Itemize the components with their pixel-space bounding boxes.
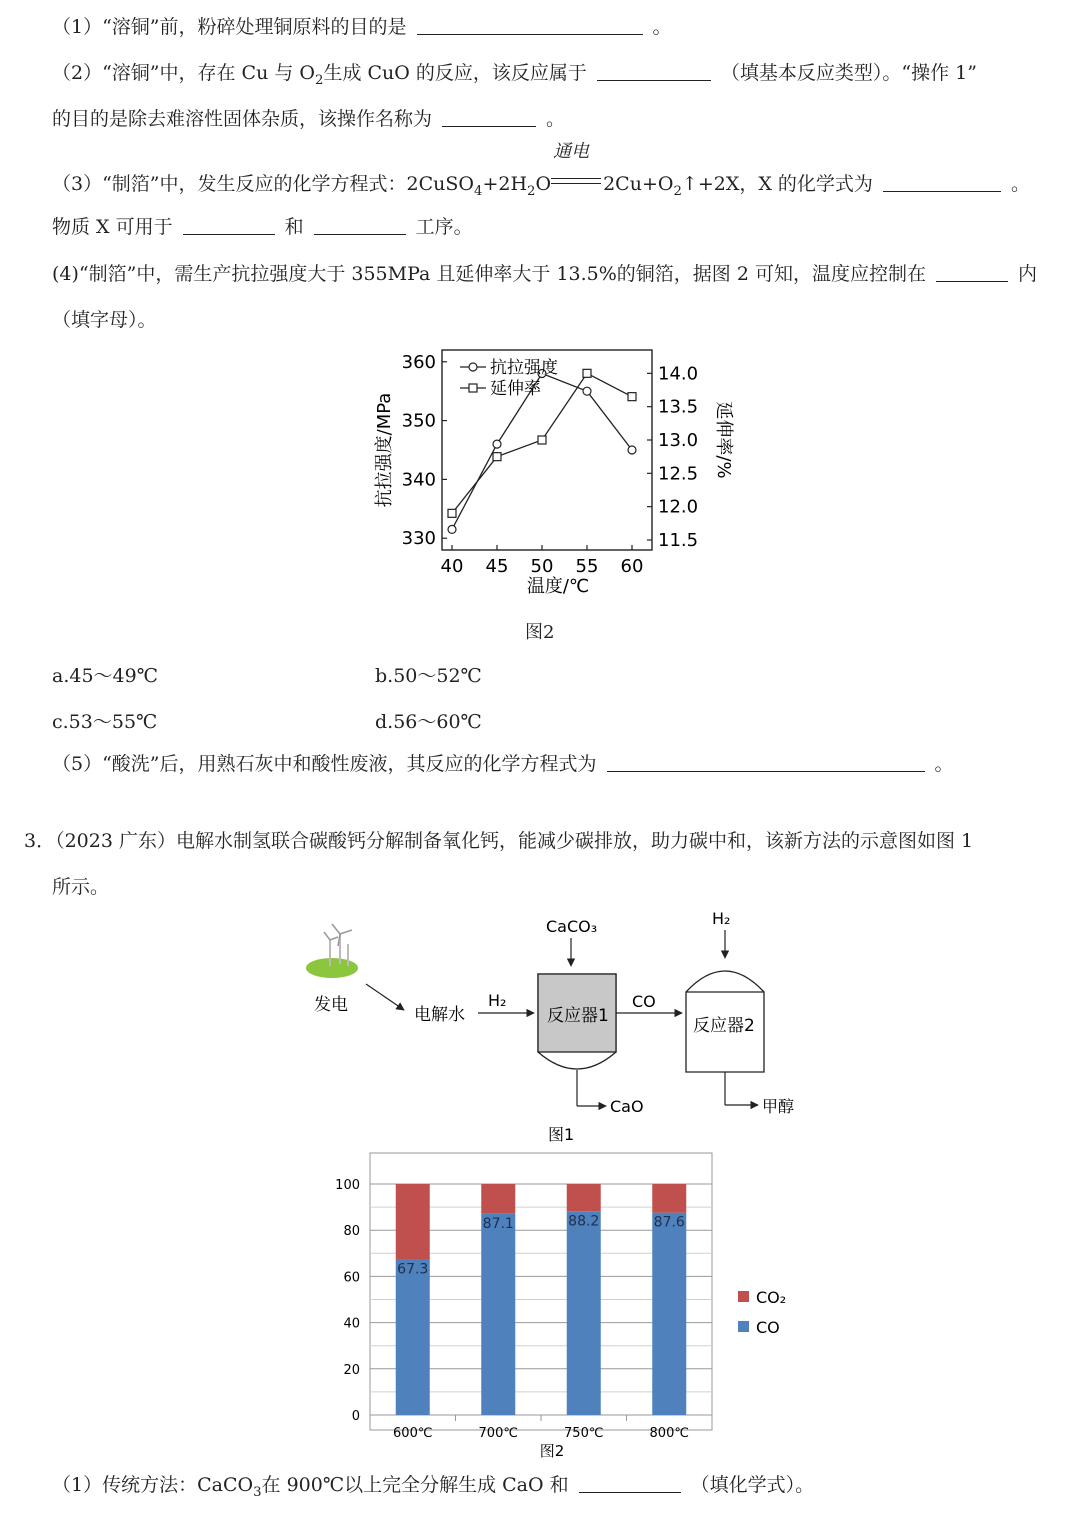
legend xyxy=(460,358,558,399)
elongation-point xyxy=(448,509,456,517)
y2-tick-label: 13.0 xyxy=(658,430,699,451)
y-tick-label: 0 xyxy=(351,1409,360,1424)
cao-label: CaO xyxy=(610,1097,644,1116)
elongation-point xyxy=(493,453,501,461)
x-tick-label: 600℃ xyxy=(393,1426,433,1441)
y-tick-label: 20 xyxy=(343,1362,360,1378)
wind-turbine-icon xyxy=(306,924,358,978)
question-4-line-2: （填字母）。 xyxy=(52,309,157,331)
h2-label-2: H₂ xyxy=(712,909,731,928)
x-tick-label: 50 xyxy=(530,556,554,577)
x-tick-label: 750℃ xyxy=(564,1426,604,1441)
question-2-line-2: 的目的是除去难溶性固体杂质，该操作名称为 。 xyxy=(52,108,566,130)
y-tick-label: 60 xyxy=(343,1270,360,1286)
answer-blank[interactable] xyxy=(597,79,711,81)
bar-data-label: 87.6 xyxy=(653,1214,685,1231)
y-tick-label: 330 xyxy=(401,528,436,550)
legend-tensile: 抗拉强度 xyxy=(490,358,558,378)
y2-tick-label: 12.5 xyxy=(658,463,699,485)
tensile-elongation-chart xyxy=(360,340,760,610)
x-tick-label: 800℃ xyxy=(649,1426,689,1441)
x-tick-label: 700℃ xyxy=(478,1426,518,1441)
tensile-point xyxy=(628,446,636,454)
answer-blank[interactable] xyxy=(314,233,406,235)
answer-blank[interactable] xyxy=(183,233,275,235)
legend-co-swatch xyxy=(738,1321,749,1332)
legend xyxy=(738,1288,786,1337)
legend-co2-swatch xyxy=(738,1291,749,1302)
question-5-line: （5）“酸洗”后，用熟石灰中和酸性废液，其反应的化学方程式为 。 xyxy=(52,753,954,775)
bar-chart-caption: 图2 xyxy=(539,1442,565,1460)
figure-2-caption: 图2 xyxy=(525,622,555,643)
y2-tick-label: 14.0 xyxy=(658,363,699,385)
x-tick-label: 60 xyxy=(620,556,644,577)
tensile-point xyxy=(493,440,501,448)
methanol-label: 甲醇 xyxy=(762,1097,795,1116)
answer-blank[interactable] xyxy=(607,770,925,772)
reaction-condition-equals: 通电 xyxy=(551,171,603,193)
answer-blank[interactable] xyxy=(936,280,1008,282)
y2-tick-label: 13.5 xyxy=(658,396,699,418)
co-label: CO xyxy=(632,992,656,1011)
tensile-point xyxy=(583,387,591,395)
answer-blank[interactable] xyxy=(883,190,1001,192)
answer-blank[interactable] xyxy=(579,1491,681,1493)
legend-square-marker xyxy=(469,384,477,392)
reactor-1-label: 反应器1 xyxy=(547,1006,609,1026)
legend-circle-marker xyxy=(469,363,477,371)
y-tick-label: 340 xyxy=(401,469,436,491)
left-axis-label: 抗拉强度/MPa xyxy=(374,392,395,508)
tensile-point xyxy=(448,525,456,533)
figure-1-caption: 图1 xyxy=(548,1125,575,1144)
elongation-point xyxy=(628,393,636,401)
right-axis-label: 延伸率/% xyxy=(713,401,734,479)
x-tick-label: 45 xyxy=(485,556,509,577)
y-tick-label: 80 xyxy=(343,1224,360,1240)
bar-segment-CO₂ xyxy=(567,1184,601,1211)
bar-segment-CO₂ xyxy=(652,1184,686,1213)
question-3-line-1: （3）“制箔”中，发生反应的化学方程式：$2CuSO_4+2H_2O$ 通电 $2Cu+O_2↑+2X$，X 的化学式为 。 xyxy=(52,141,1030,199)
legend-co2: CO₂ xyxy=(756,1288,787,1307)
x-tick-label: 40 xyxy=(440,556,464,577)
elongation-point xyxy=(583,369,591,377)
co-co2-stacked-bar-chart xyxy=(320,1148,820,1468)
y-tick-label: 360 xyxy=(401,351,436,373)
plot-frame xyxy=(442,350,652,550)
bar-data-label: 67.3 xyxy=(397,1261,429,1278)
caco3-label: CaCO₃ xyxy=(546,917,598,936)
y2-tick-label: 11.5 xyxy=(658,530,699,551)
sub-question-1-line: （1）传统方法：CaCO$_3$在 900℃以上完全分解生成 CaO 和 （填化学式）。 xyxy=(52,1474,815,1500)
y2-tick-label: 12.0 xyxy=(658,496,699,518)
x-axis-label: 温度/℃ xyxy=(526,576,590,597)
answer-blank[interactable] xyxy=(442,125,536,127)
bar-segment-CO₂ xyxy=(396,1184,430,1260)
legend-elongation: 延伸率 xyxy=(490,379,541,399)
option-c[interactable]: c.53～55℃ xyxy=(52,711,158,733)
power-label: 发电 xyxy=(314,995,348,1015)
question-3-line-2: 物质 X 可用于 和 工序。 xyxy=(52,216,473,238)
bar-segment-CO xyxy=(567,1211,601,1415)
option-b[interactable]: b.50～52℃ xyxy=(375,665,482,687)
y-tick-label: 100 xyxy=(335,1178,360,1193)
bar-segment-CO xyxy=(481,1214,515,1415)
h2-label-1: H₂ xyxy=(488,991,507,1010)
problem-3-line-2: 所示。 xyxy=(52,876,110,898)
process-diagram xyxy=(290,900,830,1150)
option-d[interactable]: d.56～60℃ xyxy=(375,711,482,733)
electrolysis-label: 电解水 xyxy=(414,1005,465,1025)
question-1-line: （1）“溶铜”前，粉碎处理铜原料的目的是 。 xyxy=(52,16,672,38)
x-tick-label: 55 xyxy=(575,556,599,577)
elongation-point xyxy=(538,436,546,444)
bar-segment-CO₂ xyxy=(481,1184,515,1214)
y-tick-label: 350 xyxy=(401,410,436,432)
problem-3-line-1: 3．（2023 广东）电解水制氢联合碳酸钙分解制备氧化钙，能减少碳排放，助力碳中和，该新方法的示意图如图 1 xyxy=(24,830,974,852)
option-a[interactable]: a.45～49℃ xyxy=(52,665,158,687)
bar-segment-CO xyxy=(652,1213,686,1415)
bar-data-label: 87.1 xyxy=(482,1215,514,1232)
y-tick-label: 40 xyxy=(343,1316,360,1332)
question-2-line-1: （2）“溶铜”中，存在 Cu 与 $O_2$生成 CuO 的反应，该反应属于 （填基本反应类型）。“操作 1” xyxy=(52,62,977,88)
question-4-line-1: (4)“制箔”中，需生产抗拉强度大于 355MPa 且延伸率大于 13.5%的铜箔，据图 2 可知，温度应控制在 内 xyxy=(52,263,1037,285)
bar-segment-CO xyxy=(396,1260,430,1415)
legend-co: CO xyxy=(756,1318,780,1337)
answer-blank[interactable] xyxy=(417,33,643,35)
series-line-circle xyxy=(452,374,632,530)
reactor-2-label: 反应器2 xyxy=(693,1016,755,1036)
bar-data-label: 88.2 xyxy=(568,1213,600,1230)
